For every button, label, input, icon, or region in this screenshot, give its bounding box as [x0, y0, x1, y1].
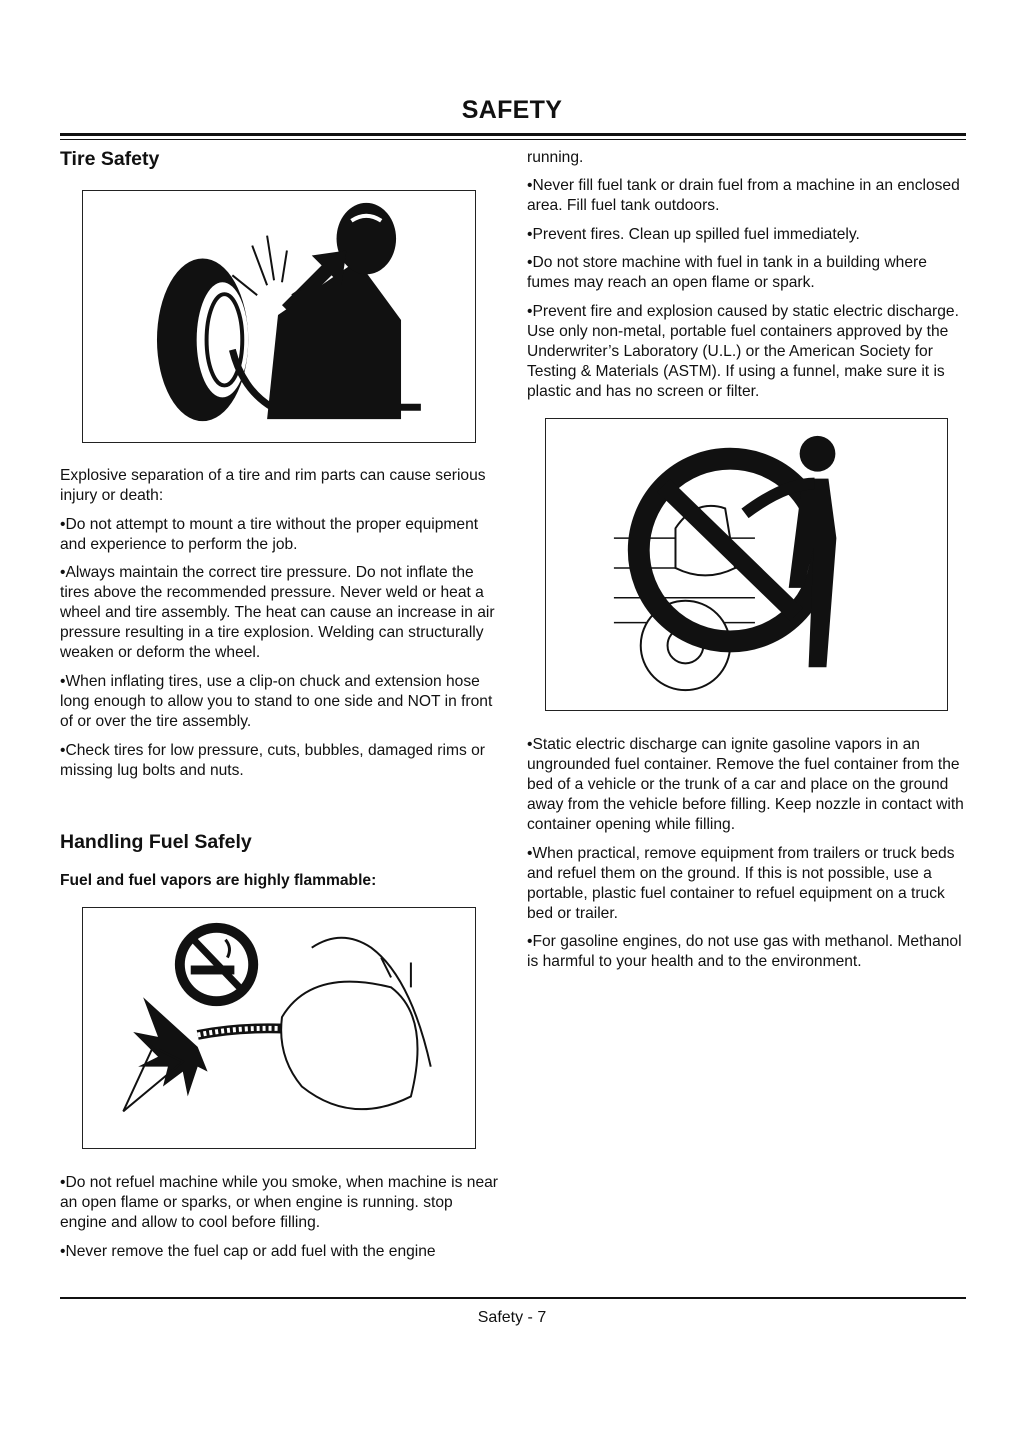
list-item: •Do not attempt to mount a tire without the proper equipment and experience to perform the job.: [60, 516, 479, 553]
page-number: Safety - 7: [477, 1309, 547, 1326]
list-item: •Never remove the fuel cap or add fuel with the engine: [60, 1243, 436, 1260]
fuel-safety-heading: Handling Fuel Safely: [60, 831, 252, 853]
tire-intro: Explosive separation of a tire and rim parts can cause serious injury or death:: [60, 467, 486, 504]
list-item: •When practical, remove equipment from trailers or truck beds and refuel them on the ground. If this is not possible, use a portable, plastic fuel container to refuel equipment on a truck bed or trailer.: [527, 845, 955, 922]
list-item: •Prevent fire and explosion caused by static electric discharge. Use only non-metal, portable fuel containers approved by the Underwriter’s Laboratory (U.L.) or the American Society for Testing & Materials (ASTM). If using a funnel, make sure it is plastic and has no screen or filter.: [527, 303, 959, 400]
page-title: SAFETY: [461, 96, 563, 124]
header-rule: [60, 133, 966, 136]
no-refuel-on-truck-icon: [545, 418, 948, 711]
list-item: •Prevent fires. Clean up spilled fuel immediately.: [527, 226, 860, 243]
footer-rule: [60, 1297, 966, 1299]
list-item: •Check tires for low pressure, cuts, bubbles, damaged rims or missing lug bolts and nuts.: [60, 742, 485, 779]
list-item: •Static electric discharge can ignite gasoline vapors in an ungrounded fuel container. Remove the fuel container from the bed of a vehicle or the trunk of a car and place on the ground away from the vehicle before filling. Keep nozzle in contact with container opening while filling.: [527, 736, 964, 833]
no-smoking-refuel-icon: [82, 907, 476, 1149]
tire-safety-heading: Tire Safety: [60, 148, 160, 170]
list-item: •When inflating tires, use a clip-on chuck and extension hose long enough to allow you to stand to one side and NOT in front of or over the tire assembly.: [60, 673, 493, 730]
list-item: •Do not store machine with fuel in tank in a building where fumes may reach an open flame or spark.: [527, 254, 927, 291]
list-item: •Always maintain the correct tire pressure. Do not inflate the tires above the recommended pressure. Never weld or heat a wheel and tire assembly. The heat can cause an increase in air pressure resulting in a tire explosion. Welding can structurally weaken or deform the wheel.: [60, 564, 495, 661]
header-rule-thin: [60, 139, 966, 140]
list-item: •Never fill fuel tank or drain fuel from a machine in an enclosed area. Fill fuel tank outdoors.: [527, 177, 960, 214]
list-item: •Do not refuel machine while you smoke, when machine is near an open flame or sparks, or when engine is running. stop engine and allow to cool before filling.: [60, 1174, 498, 1231]
fuel-subheading: Fuel and fuel vapors are highly flammable:: [60, 872, 377, 889]
tire-explosion-icon: [82, 190, 476, 443]
list-item: •For gasoline engines, do not use gas with methanol. Methanol is harmful to your health and to the environment.: [527, 933, 962, 970]
continuation-text: running.: [527, 149, 584, 166]
